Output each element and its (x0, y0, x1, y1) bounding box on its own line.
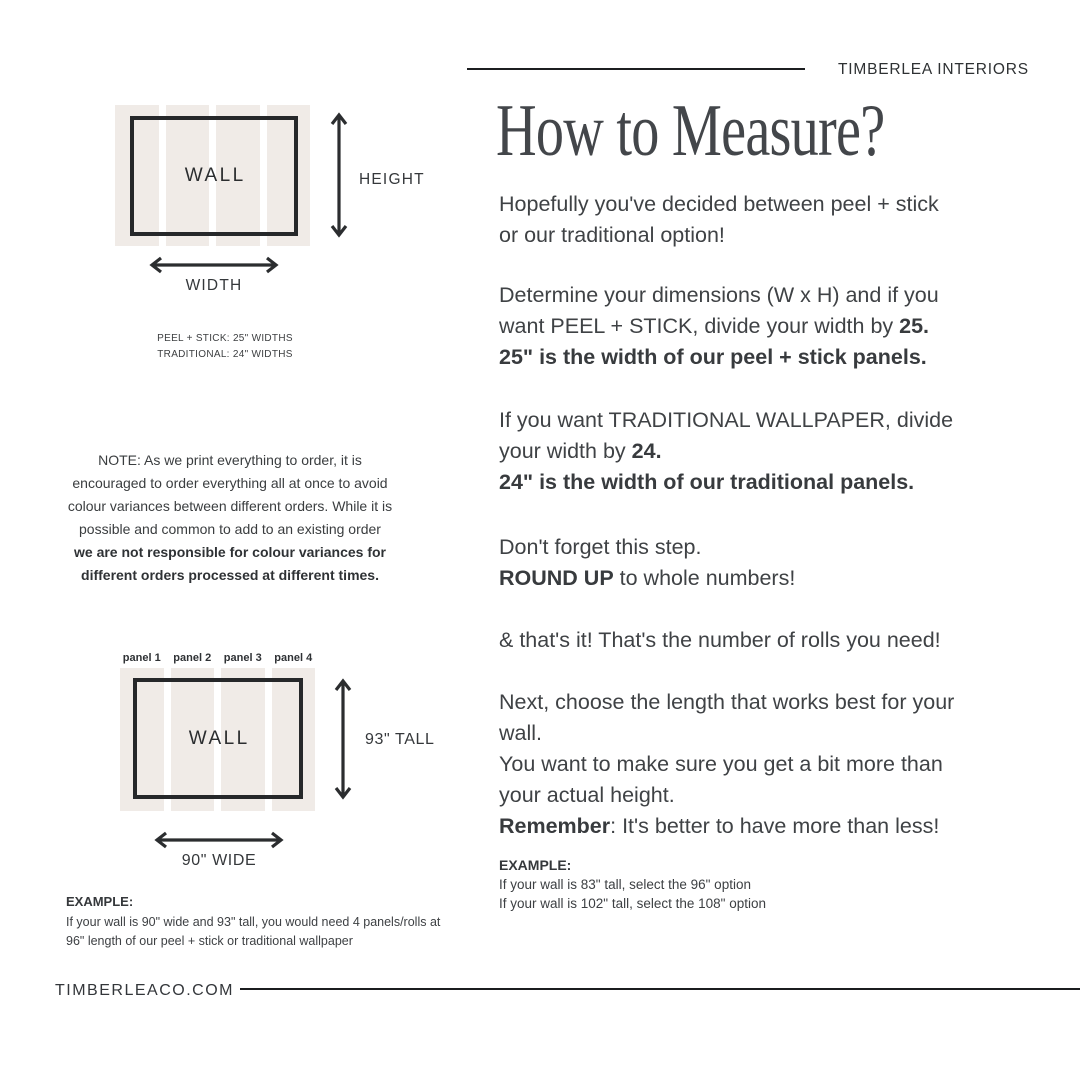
note-line: NOTE: As we print everything to order, it is (98, 452, 362, 468)
text-bold: 25" is the width of our peel + stick panels. (499, 345, 927, 369)
wall-diagram-bottom (120, 668, 315, 811)
text-line: Next, choose the length that works best for your (499, 690, 955, 714)
tall-label: 93" TALL (365, 731, 435, 748)
text-line: Determine your dimensions (W x H) and if you (499, 283, 939, 307)
paragraph-thats-it (499, 625, 1080, 656)
text-line: : It's better to have more than less! (610, 814, 940, 838)
text-line: wall. (499, 721, 543, 745)
panel-label: panel 3 (223, 652, 262, 664)
wall-diagram-top (115, 105, 310, 246)
text-line: Hopefully you've decided between peel + stick (499, 192, 939, 216)
panel-label: panel 4 (274, 652, 313, 664)
panel-label: panel 2 (173, 652, 212, 664)
text-line: or our traditional option! (499, 223, 725, 247)
wall-label: WALL (184, 165, 246, 186)
text-line: to whole numbers! (613, 566, 796, 590)
right-example-block (499, 856, 1059, 913)
panel-label: panel 1 (122, 652, 161, 664)
text-line: & that's it! That's the number of rolls you need! (499, 628, 941, 652)
example-title: EXAMPLE: (66, 894, 134, 909)
caption-peel-stick: PEEL + STICK: 25" WIDTHS (157, 333, 293, 344)
panel-labels-row (120, 652, 315, 664)
paragraph-traditional (499, 405, 1080, 498)
wall-outline (130, 116, 298, 236)
note-text (35, 449, 425, 587)
example-line: 96" length of our peel + stick or traditional wallpaper (66, 934, 353, 948)
text-line: You want to make sure you get a bit more than (499, 752, 943, 776)
text-bold: Remember (499, 814, 611, 838)
text-bold: 24. (631, 439, 662, 463)
footer-url: TIMBERLEACO.COM (55, 982, 234, 999)
text-line: If you want TRADITIONAL WALLPAPER, divide (499, 408, 954, 432)
paragraph-intro (499, 189, 1080, 251)
note-line: colour variances between different orders. While it is (67, 498, 393, 514)
height-arrow-icon (329, 112, 349, 238)
example-title: EXAMPLE: (499, 857, 572, 873)
text-line: your actual height. (499, 783, 675, 807)
page-title: How to Measure? (496, 90, 885, 172)
header-rule (467, 68, 805, 70)
panel-widths-caption (105, 331, 345, 362)
text-line: want PEEL + STICK, divide your width by (499, 314, 900, 338)
height-label: HEIGHT (359, 171, 425, 188)
paragraph-peel-stick (499, 280, 1080, 373)
wall-outline (133, 678, 303, 799)
note-line-bold: we are not responsible for colour variances for (74, 544, 386, 560)
left-example-block (66, 892, 526, 952)
example-line: If your wall is 83" tall, select the 96" option (499, 877, 751, 892)
brand-name: TIMBERLEA INTERIORS (838, 61, 1029, 78)
note-line: possible and common to add to an existing order (79, 521, 381, 537)
text-line: your width by (499, 439, 632, 463)
example-line: If your wall is 90" wide and 93" tall, you would need 4 panels/rolls at (66, 914, 441, 929)
text-bold: 24" is the width of our traditional panels. (499, 470, 915, 494)
width-arrow-icon (148, 256, 280, 274)
caption-traditional: TRADITIONAL: 24" WIDTHS (157, 348, 293, 360)
width-label: WIDTH (185, 277, 243, 294)
wide-label: 90" WIDE (181, 852, 257, 869)
example-line: If your wall is 102" tall, select the 108" option (499, 896, 766, 911)
wide-arrow-icon (153, 831, 285, 849)
note-line-bold: different orders processed at different times. (81, 567, 379, 583)
wall-label: WALL (188, 727, 250, 749)
text-bold: 25. (899, 314, 930, 338)
tall-arrow-icon (333, 678, 353, 800)
paragraph-length (499, 687, 1080, 842)
text-bold: ROUND UP (499, 566, 614, 590)
text-line: Don't forget this step. (499, 535, 702, 559)
paragraph-round-up (499, 532, 1080, 594)
note-line: encouraged to order everything all at once to avoid (72, 475, 388, 491)
footer-rule (240, 988, 1080, 990)
